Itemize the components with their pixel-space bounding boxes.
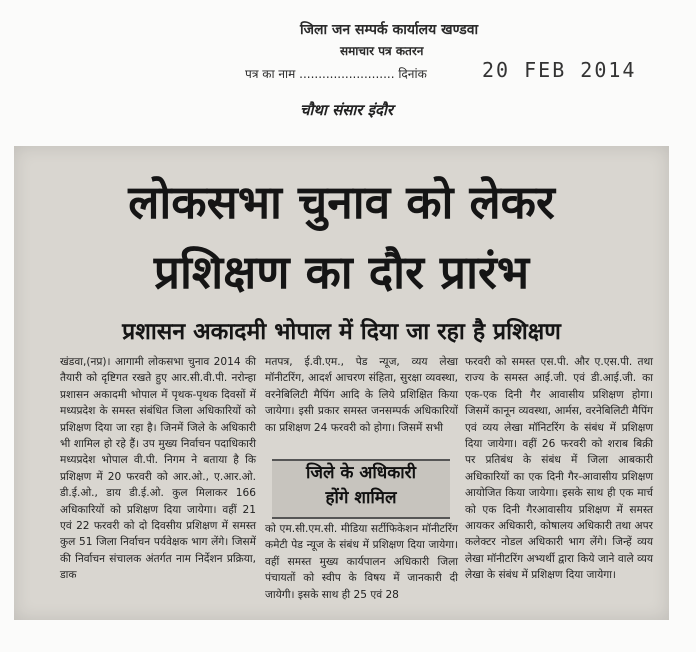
stamp-date: 20 FEB 2014	[482, 58, 637, 82]
column-2-bottom-text: को एम.सी.एम.सी. मीडिया सर्टीफिकेशन मॉनीटरिंग कमेटी पेड न्यूज के संबंध में प्रशिक्षण दिया जायेगा। वहीं समस्त मुख्य कार्यपालन अधिकारी जिला पंचायतों को स्वीप के विषय में जानकारी दी जायेगी। इसके साथ ही 25 एवं 28	[265, 523, 458, 601]
column-1-text: खंडवा,(नप्र)। आगामी लोकसभा चुनाव 2014 की तैयारी को दृष्टिगत रखते हुए आर.सी.वी.पी. नरोन्हा प्रशासन अकादमी भोपाल में पृथक-पृथक दिवसों में मध्यप्रदेश के समस्त संबंधित जिला अधिकारियों को प्रशिक्षण दिया जा रहा है। जिनमें जिले के अधिकारी भी शामिल हो रहे हैं। उप मुख्य निर्वाचन पदाधिकारी मध्यप्रदेश भोपाल वी.पी. निगम ने बताया है कि प्रशिक्षण में 20 फरवरी को आर.ओ., ए.आर.ओ. डी.ई.ओ., डाय डी.ई.ओ. कुल मिलाकर 166 अधिकारियों को प्रशिक्षण दिया जायेगा। वहीं 21 एवं 22 फरवरी को दो दिवसीय प्रशिक्षण में समस्त कुल 51 जिला निर्वाचन पर्यवेक्षक भाग लेंगे। जिसमें की निर्वाचन संचालक अंतर्गत नाम निर्देशन प्रक्रिया, डाक	[60, 356, 256, 582]
column-3-text: फरवरी को समस्त एस.पी. और ए.एस.पी. तथा राज्य के समस्त आई.जी. एवं डी.आई.जी. का एक-एक दिनी गैर आवासीय प्रशिक्षण होगा। जिसमें कानून व्यवस्था, आर्मस, वरनेबिलिटी मैपिंग एवं व्यय लेखा मॉनिटरिंग के संबंध में प्रशिक्षण दिया जायेगा। वहीं 26 फरवरी को शराब बिक्री पर प्रतिबंध के संबंध में जिला आबकारी अधिकारियों का एक दिनी गैर-आवासीय प्रशिक्षण आयोजित किया जायेगा। इसके साथ ही एक मार्च को एक दिनी गैरआवासीय प्रशिक्षण में समस्त आयकर अधिकारी, कोषालय अधिकारी तथा अपर कलेक्टर नोडल अधिकारी भाग लेंगे। जिन्हें व्यय लेखा मॉनीटरिंग अभ्यर्थी द्वारा किये जाने वाले व्यय लेखा के संबंध में प्रशिक्षण दिया जायेगा।	[465, 356, 653, 582]
article-column-1	[60, 354, 256, 584]
box-line-1: जिले के अधिकारी	[305, 463, 417, 483]
headline-line-2: प्रशिक्षण का दौर प्रारंभ	[153, 245, 530, 299]
subheadline: प्रशासन अकादमी भोपाल में दिया जा रहा है प्रशिक्षण	[122, 319, 561, 345]
column-2-top-text: मतपत्र, ई.वी.एम., पेड न्यूज, व्यय लेखा मॉनीटरिंग, आदर्श आचरण संहिता, सुरक्षा व्यवस्था, वरनेबिलिटी मैपिंग आदि के लिये प्रशिक्षित किया जायेगा। इसी प्रकार समस्त जनसम्पर्क अधिकारियों का प्रशिक्षण 24 फरवरी को होगा। जिसमें सभी	[265, 356, 458, 434]
box-line-2: होंगे शामिल	[325, 488, 397, 508]
article-column-3	[465, 354, 653, 584]
article-column-2-top	[265, 354, 458, 436]
office-name: जिला जन सम्पर्क कार्यालय खण्डवा	[300, 22, 479, 38]
paper-label: पत्र का नाम ......................... दिनांक	[245, 67, 427, 81]
highlight-box	[272, 459, 450, 519]
newspaper-name: चौथा संसार इंदौर	[300, 101, 393, 119]
headline-line-1: लोकसभा चुनाव को लेकर	[128, 175, 555, 229]
stamp-subtitle: समाचार पत्र कतरन	[340, 44, 424, 58]
news-clipping	[14, 146, 669, 620]
clipping-stamp	[0, 0, 696, 140]
article-column-2-bottom	[265, 521, 458, 603]
